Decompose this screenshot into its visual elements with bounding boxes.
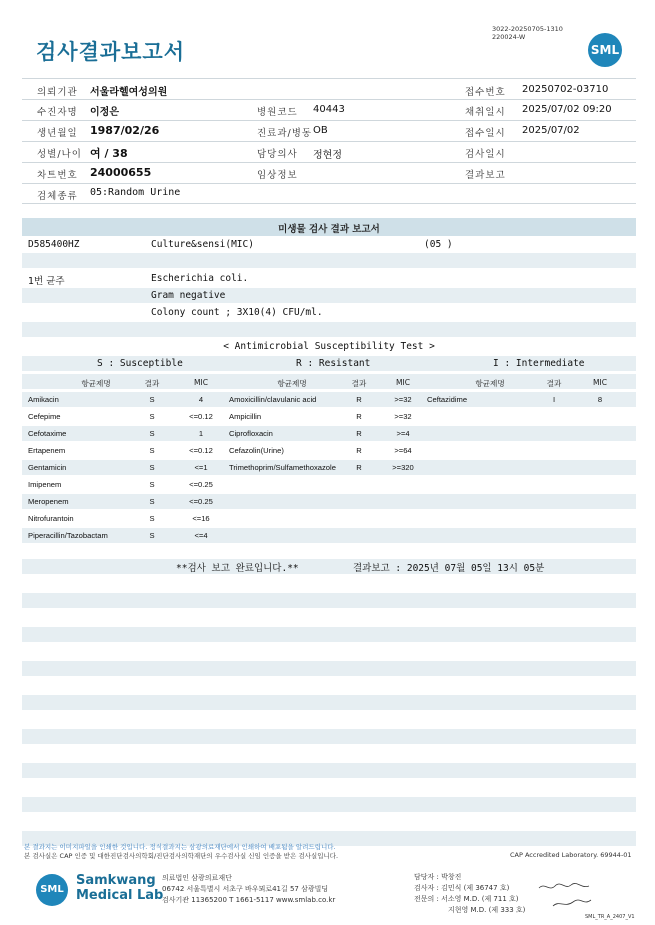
drug-name: Imipenem — [28, 480, 62, 489]
column-header-mic: MIC — [193, 378, 209, 387]
column-header-mic: MIC — [395, 378, 411, 387]
cap-accreditation: CAP Accredited Laboratory. 69944-01 — [510, 851, 632, 859]
divider — [22, 162, 636, 163]
row-band — [22, 729, 636, 744]
drug-result: S — [149, 429, 155, 438]
document-number — [492, 26, 563, 41]
drug-mic: 1 — [198, 429, 204, 438]
row-band — [22, 695, 636, 710]
value-specimen-type: 05:Random Urine — [90, 187, 181, 198]
value-department: OB — [313, 125, 328, 136]
row-band — [22, 627, 636, 642]
column-header-drug: 항균제명 — [277, 379, 307, 388]
drug-result: R — [356, 429, 362, 438]
row-band — [22, 494, 636, 509]
label-receipt-no: 접수번호 — [465, 87, 506, 98]
footer-sml-logo: SML — [36, 874, 68, 906]
report-datetime: 결과보고 : 2025년 07월 05일 13시 05분 — [353, 563, 545, 574]
drug-result: S — [149, 531, 155, 540]
ast-title: < Antimicrobial Susceptibility Test > — [223, 341, 435, 352]
organism-label: 1번 균주 — [28, 276, 65, 287]
drug-name: Ceftazidime — [427, 395, 468, 404]
row-band — [22, 763, 636, 778]
drug-mic: <=4 — [194, 531, 208, 540]
drug-name: Ciprofloxacin — [229, 429, 273, 438]
signature-scribble — [535, 880, 595, 910]
section-title: 미생물 검사 결과 보고서 — [278, 224, 380, 235]
drug-mic: <=0.12 — [189, 446, 213, 455]
footer-note-cap: 본 검사실은 CAP 인증 및 대한진단검사의학회/진단검사의학재단의 우수검사실 신임 인증을 받은 검사실입니다. — [24, 852, 339, 860]
test-name: Culture&sensi(MIC) — [151, 239, 254, 250]
drug-mic: >=320 — [392, 463, 414, 472]
drug-name: Cefazolin(Urine) — [229, 446, 284, 455]
label-requesting-org: 의뢰기관 — [37, 87, 78, 98]
column-header-result: 결과 — [351, 379, 367, 388]
label-specimen-type: 검체종류 — [37, 191, 78, 202]
gram-stain: Gram negative — [151, 290, 226, 301]
drug-mic: <=0.12 — [189, 412, 213, 421]
legend-resistant: R : Resistant — [296, 358, 371, 369]
drug-result: S — [149, 480, 155, 489]
drug-result: S — [149, 463, 155, 472]
divider — [22, 141, 636, 142]
drug-result: S — [149, 395, 155, 404]
drug-result: R — [356, 412, 362, 421]
drug-mic: 4 — [198, 395, 204, 404]
divider — [22, 183, 636, 184]
drug-name: Cefepime — [28, 412, 61, 421]
row-band — [22, 288, 636, 303]
org-address: 06742 서울특별시 서초구 바우뫼로41길 57 삼광빌딩 — [162, 885, 329, 893]
column-header-mic: MIC — [592, 378, 608, 387]
divider — [22, 203, 636, 204]
drug-result: S — [149, 514, 155, 523]
label-result-report: 결과보고 — [465, 170, 506, 181]
drug-name: Ampicillin — [229, 412, 262, 421]
drug-name: Trimethoprim/Sulfamethoxazole — [229, 463, 336, 472]
value-receipt-no: 20250702-03710 — [522, 84, 609, 95]
brand-line2: Medical Lab — [76, 888, 164, 903]
sml-logo: SML — [588, 33, 622, 67]
row-band — [22, 426, 636, 441]
drug-result: R — [356, 446, 362, 455]
value-sex-age: 여 / 38 — [90, 147, 128, 160]
colony-count: Colony count ; 3X10(4) CFU/ml. — [151, 307, 323, 318]
sign-staff: 담당자 : 박창진 — [414, 873, 462, 881]
drug-result: I — [552, 395, 556, 404]
drug-name: Ertapenem — [28, 446, 66, 455]
drug-result: S — [149, 412, 155, 421]
org-contact: 검사기관 11365200 T 1661-5117 www.smlab.co.kr — [162, 896, 336, 904]
drug-mic: >=64 — [394, 446, 412, 455]
label-collection-time: 채취일시 — [465, 107, 506, 118]
sign-tester: 검사자 : 김민식 (제 36747 호) — [414, 884, 510, 892]
drug-mic: <=1 — [194, 463, 208, 472]
value-chart-no: 24000655 — [90, 166, 152, 179]
column-header-drug: 항균제명 — [475, 379, 505, 388]
drug-result: R — [356, 395, 362, 404]
value-receipt-time: 2025/07/02 — [522, 125, 580, 136]
label-birth-date: 생년월일 — [37, 128, 78, 139]
value-patient-name: 이정은 — [90, 107, 119, 118]
row-band — [22, 322, 636, 337]
drug-name: Gentamicin — [28, 463, 67, 472]
label-patient-name: 수진자명 — [37, 107, 78, 118]
label-department: 진료과/병동 — [257, 128, 313, 139]
divider — [22, 120, 636, 121]
value-birth-date: 1987/02/26 — [90, 124, 160, 137]
divider — [22, 99, 636, 100]
value-collection-time: 2025/07/02 09:20 — [522, 104, 612, 115]
row-band — [22, 593, 636, 608]
organism-name: Escherichia coli. — [151, 273, 249, 284]
drug-name: Cefotaxime — [28, 429, 67, 438]
label-sex-age: 성별/나이 — [37, 149, 82, 160]
drug-name: Nitrofurantoin — [28, 514, 74, 523]
drug-result: R — [356, 463, 362, 472]
legend-intermediate: I : Intermediate — [493, 358, 585, 369]
drug-mic: <=0.25 — [189, 480, 213, 489]
report-title: 검사결과보고서 — [36, 40, 186, 64]
column-header-drug: 항균제명 — [81, 379, 111, 388]
sign-specialist: 전문의 : 서소영 M.D. (제 711 호) — [414, 895, 519, 903]
drug-mic: <=0.25 — [189, 497, 213, 506]
brand-line1: Samkwang — [76, 873, 156, 888]
drug-mic: <=16 — [192, 514, 210, 523]
test-code: D585400HZ — [28, 239, 80, 250]
label-hospital-code: 병원코드 — [257, 107, 298, 118]
column-header-result: 결과 — [546, 379, 562, 388]
test-suffix: (05 ) — [424, 239, 453, 250]
drug-name: Amoxicillin/clavulanic acid — [229, 395, 317, 404]
document-number-line1: 3022-20250705-1310 — [492, 25, 563, 33]
drug-result: S — [149, 497, 155, 506]
brand-name — [76, 873, 163, 903]
row-band — [22, 797, 636, 812]
drug-name: Piperacillin/Tazobactam — [28, 531, 108, 540]
value-requesting-org: 서울라헬여성의원 — [90, 87, 168, 98]
column-header-result: 결과 — [144, 379, 160, 388]
drug-name: Meropenem — [28, 497, 69, 506]
document-number-line2: 220024-W — [492, 32, 526, 41]
value-doctor: 정현정 — [313, 150, 342, 161]
drug-result: S — [149, 446, 155, 455]
row-band — [22, 253, 636, 268]
footer-note-print: 본 결과지는 이미지파일을 인쇄한 것입니다. 정식결과지는 삼광의료재단에서 인쇄하여 배포됨을 알려드립니다. — [24, 843, 336, 851]
label-receipt-time: 접수일시 — [465, 128, 506, 139]
label-clinical-info: 임상정보 — [257, 170, 298, 181]
value-hospital-code: 40443 — [313, 104, 345, 115]
drug-name: Amikacin — [28, 395, 59, 404]
drug-mic: 8 — [597, 395, 603, 404]
drug-mic: >=32 — [394, 395, 412, 404]
row-band — [22, 528, 636, 543]
org-name: 의료법인 삼광의료재단 — [162, 874, 232, 882]
form-code: SML_TR_A_2407_V1 — [585, 914, 635, 920]
sign-specialist-2: 지현영 M.D. (제 333 호) — [448, 906, 526, 914]
drug-mic: >=4 — [396, 429, 410, 438]
drug-mic: >=32 — [394, 412, 412, 421]
legend-susceptible: S : Susceptible — [97, 358, 183, 369]
report-complete-message: **검사 보고 완료입니다.** — [176, 563, 299, 574]
label-test-time: 검사일시 — [465, 149, 506, 160]
divider — [22, 78, 636, 79]
label-doctor: 담당의사 — [257, 149, 298, 160]
row-band — [22, 661, 636, 676]
label-chart-no: 차트번호 — [37, 170, 78, 181]
